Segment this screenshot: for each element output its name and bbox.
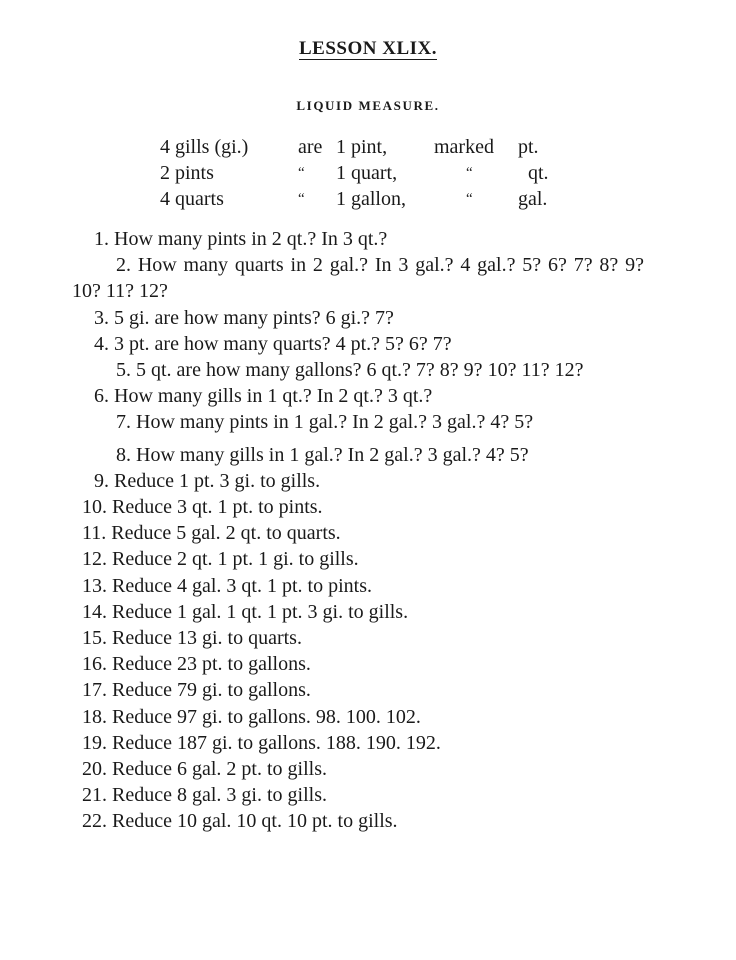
problem-number: 16. (82, 653, 107, 676)
problem-text: Reduce 8 gal. 3 gi. to gills. (112, 784, 327, 807)
problem-number: 20. (82, 758, 107, 781)
problem-item (72, 226, 644, 252)
problem-number: 21. (82, 784, 107, 807)
problem-number: 11. (82, 522, 107, 545)
measure-quantity: 2 pints (160, 162, 214, 184)
problem-number: 14. (82, 600, 107, 623)
problem-item (72, 730, 644, 756)
problem-number: 15. (82, 627, 107, 650)
measure-quantity: 4 gills (gi.) (160, 136, 249, 158)
lesson-title-text: LESSON XLIX. (299, 38, 437, 59)
problem-text: Reduce 1 pt. 3 gi. to gills. (114, 469, 321, 492)
problem-item (72, 383, 644, 409)
problem-item (72, 357, 644, 383)
measure-quantity: 4 quarts (160, 188, 224, 210)
measure-equivalent: 1 gallon, (336, 188, 406, 210)
problem-number: 1. (94, 228, 109, 250)
problem-item (72, 625, 644, 651)
problem-text: How many pints in 2 qt.? In 3 qt.? (114, 228, 388, 250)
problem-number: 3. (94, 306, 109, 329)
problem-item (72, 546, 644, 572)
problem-number: 8. (116, 443, 131, 466)
problem-item (72, 677, 644, 703)
measure-abbrev: gal. (518, 188, 548, 210)
problem-list (72, 226, 644, 835)
problem-item (72, 704, 644, 730)
problem-text: How many pints in 1 gal.? In 2 gal.? 3 gal.? 4? 5? (136, 411, 534, 434)
problem-item (72, 651, 644, 677)
problem-item (72, 305, 644, 331)
problem-text: Reduce 23 pt. to gallons. (112, 653, 311, 676)
measure-marked: “ (466, 165, 473, 181)
problem-number: 9. (94, 469, 109, 492)
problem-item (72, 756, 644, 782)
problem-number: 12. (82, 548, 107, 571)
problem-number: 4. (94, 332, 109, 355)
measure-marked: marked (434, 136, 494, 158)
problem-text: How many gills in 1 qt.? In 2 qt.? 3 qt.? (114, 385, 433, 408)
problem-text: Reduce 97 gi. to gallons. 98. 100. 102. (112, 705, 421, 728)
problem-item (72, 573, 644, 599)
measure-verb: “ (298, 165, 305, 181)
problem-item (72, 409, 644, 435)
problem-text: Reduce 13 gi. to quarts. (112, 627, 302, 650)
problem-item (72, 599, 644, 625)
measure-equivalent: 1 pint, (336, 136, 388, 158)
problem-item (72, 331, 644, 357)
problem-number: 5. (116, 359, 131, 382)
problem-number: 7. (116, 411, 131, 434)
problem-text: Reduce 79 gi. to gallons. (112, 679, 311, 702)
problem-item (72, 808, 644, 834)
measure-abbrev: qt. (528, 162, 549, 184)
measure-marked: “ (466, 191, 473, 207)
problem-text: 5 gi. are how many pints? 6 gi.? 7? (114, 306, 394, 329)
problem-number: 19. (82, 731, 107, 754)
problem-item (72, 494, 644, 520)
problem-item (72, 252, 644, 304)
problem-item (72, 468, 644, 494)
measure-abbrev: pt. (518, 136, 539, 158)
section-title: LIQUID MEASURE. (296, 98, 440, 113)
problem-item (72, 782, 644, 808)
problem-text: Reduce 4 gal. 3 qt. 1 pt. to pints. (112, 574, 372, 597)
problem-text: Reduce 10 gal. 10 qt. 10 pt. to gills. (112, 810, 398, 833)
problem-text: 5 qt. are how many gallons? 6 qt.? 7? 8? 9? 10? 11? 12? (136, 359, 584, 382)
problem-text: Reduce 1 gal. 1 qt. 1 pt. 3 gi. to gills. (112, 600, 409, 623)
problem-text: 3 pt. are how many quarts? 4 pt.? 5? 6? 7? (114, 332, 452, 355)
problem-number: 22. (82, 810, 107, 833)
measure-verb: are (298, 136, 323, 158)
measure-equivalent: 1 quart, (336, 162, 398, 184)
problem-item (72, 520, 644, 546)
problem-text: How many quarts in 2 gal.? In 3 gal.? 4 gal.? 5? 6? 7? 8? 9? 10? 11? 12? (72, 254, 645, 303)
problem-number: 18. (82, 705, 107, 728)
problem-text: Reduce 6 gal. 2 pt. to gills. (112, 758, 327, 781)
problem-text: Reduce 3 qt. 1 pt. to pints. (112, 496, 323, 519)
problem-text: Reduce 187 gi. to gallons. 188. 190. 192. (112, 731, 441, 754)
problem-number: 2. (116, 254, 131, 277)
problem-number: 6. (94, 385, 109, 408)
lesson-title (0, 38, 736, 60)
problem-number: 10. (82, 496, 107, 519)
problem-number: 13. (82, 574, 107, 597)
problem-number: 17. (82, 679, 107, 702)
problem-text: Reduce 2 qt. 1 pt. 1 gi. to gills. (112, 548, 359, 571)
measure-verb: “ (298, 191, 305, 207)
problem-text: How many gills in 1 gal.? In 2 gal.? 3 gal.? 4? 5? (136, 443, 529, 466)
problem-item (72, 442, 644, 468)
problem-text: Reduce 5 gal. 2 qt. to quarts. (111, 522, 341, 545)
